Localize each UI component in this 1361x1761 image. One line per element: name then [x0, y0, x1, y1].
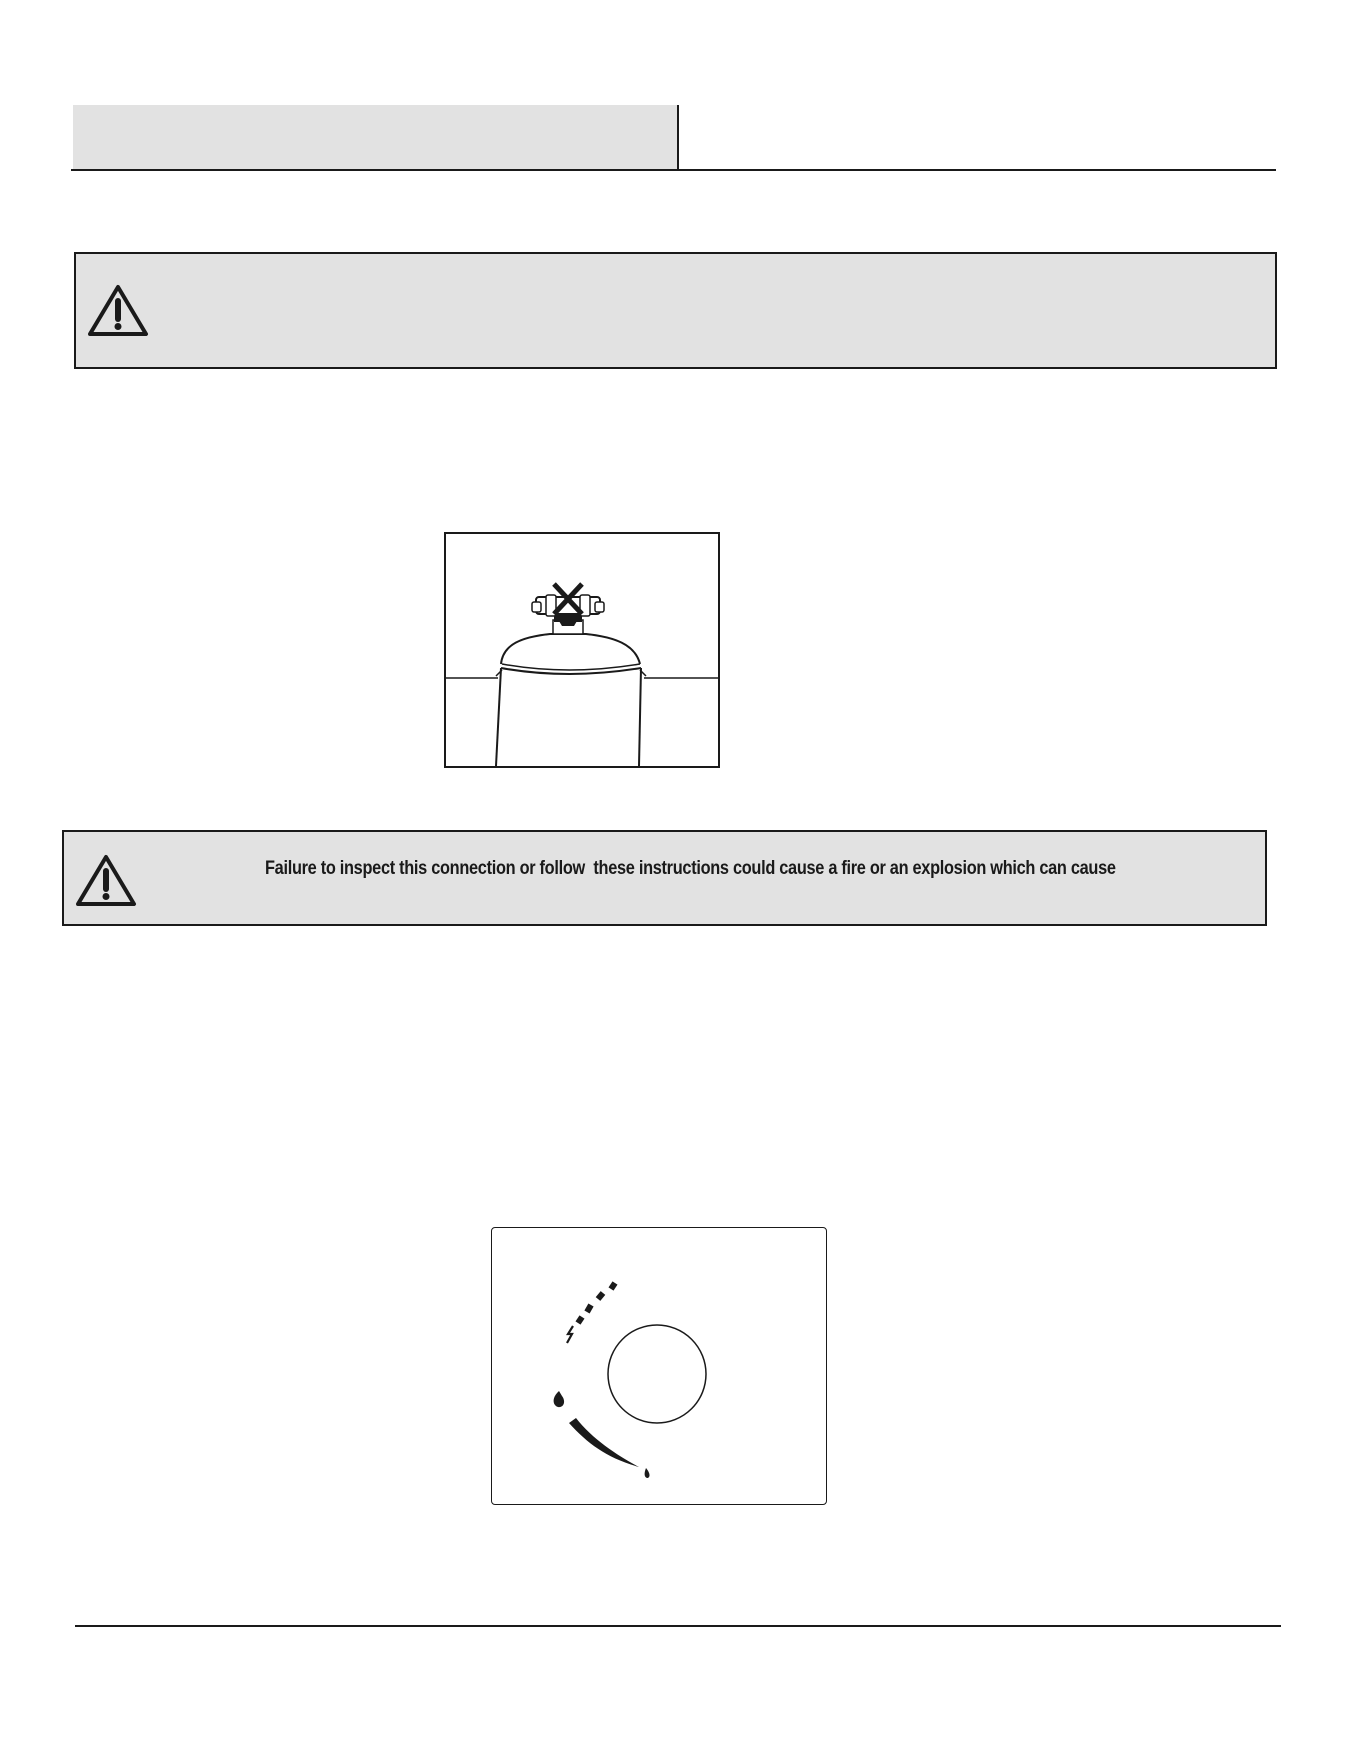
tank-valve-figure [444, 532, 720, 768]
warning-box-connection [62, 830, 1267, 926]
tank-valve-illustration [446, 534, 718, 766]
drop-icon [645, 1468, 650, 1478]
warning-box-top [74, 252, 1277, 369]
warning-text-connection: Failure to inspect this connection or follow these instructions could cause a fire or an explosion which can cause [265, 858, 1116, 879]
footer-rule [75, 1625, 1281, 1627]
warning-triangle-icon [86, 283, 150, 339]
gauge-dial-illustration [492, 1228, 825, 1503]
header-title-band [73, 105, 679, 169]
gauge-figure [491, 1227, 827, 1505]
drop-icon [554, 1391, 564, 1407]
header-rule [71, 169, 1276, 171]
warning-triangle-icon [74, 853, 138, 909]
flame-icon [567, 1326, 573, 1343]
